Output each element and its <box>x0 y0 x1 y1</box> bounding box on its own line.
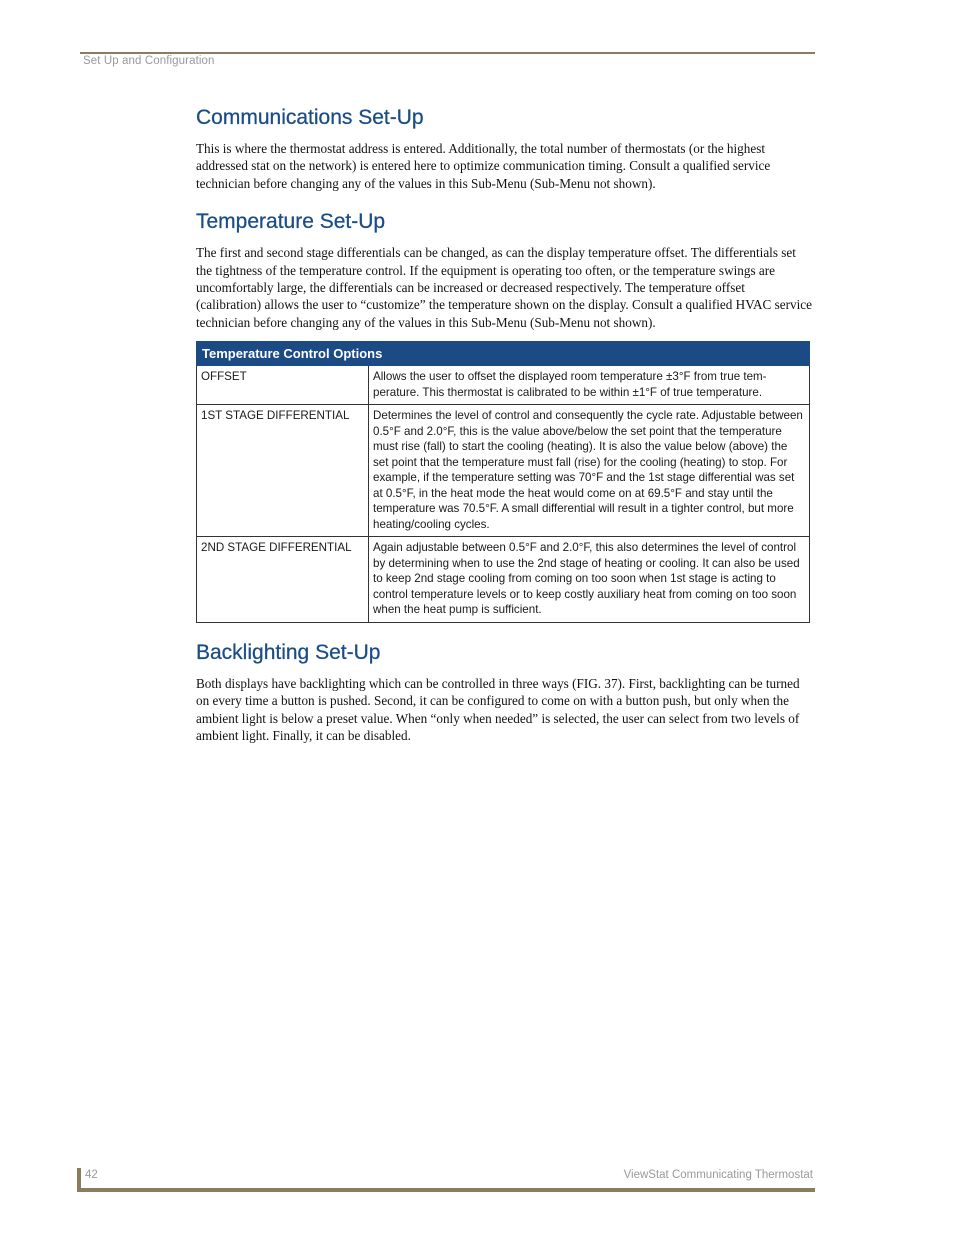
option-description: Again adjustable between 0.5°F and 2.0°F, this also determines the level of control by determining when to use the 2nd stage of heating or cooling. It can also be used to keep 2nd stage cooling from coming on too soon when 1st stage is acting to control temperature levels or to keep costly auxiliary heat from coming on too soon when the heat pump is sufficient. <box>369 537 810 623</box>
backlighting-heading: Backlighting Set-Up <box>196 640 381 664</box>
option-description: Determines the level of control and consequently the cycle rate. Adjustable between 0.5°F and 2.0°F, this is the value above/below the set point that the temperature must rise (fall) to start the cooling (heating). It is also the value below (above) the set point that the temperature must fall (rise) for the cooling (heating) to stop. For example, if the temperature setting was 70°F and the 1st stage differential was set at 0.5°F, in the heat mode the heat would come on at 69.5°F and stay until the temperature was 70.5°F. A small differential will result in a tighter control, but more heating/cooling cycles. <box>369 405 810 537</box>
option-description: Allows the user to offset the displayed room temperature ±3°F from true tem-perature. This thermostat is calibrated to be within ±1°F of true temperature. <box>369 366 810 405</box>
table-header: Temperature Control Options <box>197 342 810 366</box>
document-title: ViewStat Communicating Thermostat <box>623 1169 813 1181</box>
communications-heading: Communications Set-Up <box>196 106 424 129</box>
temperature-control-options-table <box>196 341 810 623</box>
table-header-row <box>197 342 810 366</box>
table-row <box>197 537 810 623</box>
backlighting-body: Both displays have backlighting which can be controlled in three ways (FIG. 37). First, backlighting can be turned on every time a button is pushed. Second, it can be configured to come on with a button push, but only when the ambient light is below a preset value. When “only when needed” is selected, the user can select from two levels of ambient light. Finally, it can be disabled. <box>196 675 800 743</box>
communications-body: This is where the thermostat address is entered. Additionally, the total number of thermostats (or the highest addressed stat on the network) is entered here to optimize communication timing. Consult a qualified service technician before changing any of the values in this Sub-Menu (Sub-Menu not shown). <box>196 141 771 191</box>
table-row <box>197 405 810 537</box>
footer-rule <box>77 1188 815 1192</box>
temperature-heading: Temperature Set-Up <box>196 210 386 234</box>
header-rule <box>80 52 815 54</box>
option-name: 2ND STAGE DIFFERENTIAL <box>197 537 369 623</box>
temperature-section <box>196 208 812 623</box>
backlighting-section <box>196 639 812 745</box>
option-name: 1ST STAGE DIFFERENTIAL <box>197 405 369 537</box>
table-row <box>197 366 810 405</box>
page-number: 42 <box>85 1169 98 1181</box>
temperature-body: The first and second stage differentials can be changed, as can the display temperature offset. The differentials set the tightness of the temperature control. If the equipment is operating too often, or the temperature swings are uncomfortably large, the differentials can be increased or decreased respectively. The temperature offset (calibration) allows the user to “customize” the temperature shown on the display. Consult a qualified HVAC service technician before changing any of the values in this Sub-Menu (Sub-Menu not shown). <box>196 245 812 330</box>
running-head: Set Up and Configuration <box>83 55 215 67</box>
page-content <box>196 104 812 760</box>
option-name: OFFSET <box>197 366 369 405</box>
communications-section <box>196 104 812 192</box>
